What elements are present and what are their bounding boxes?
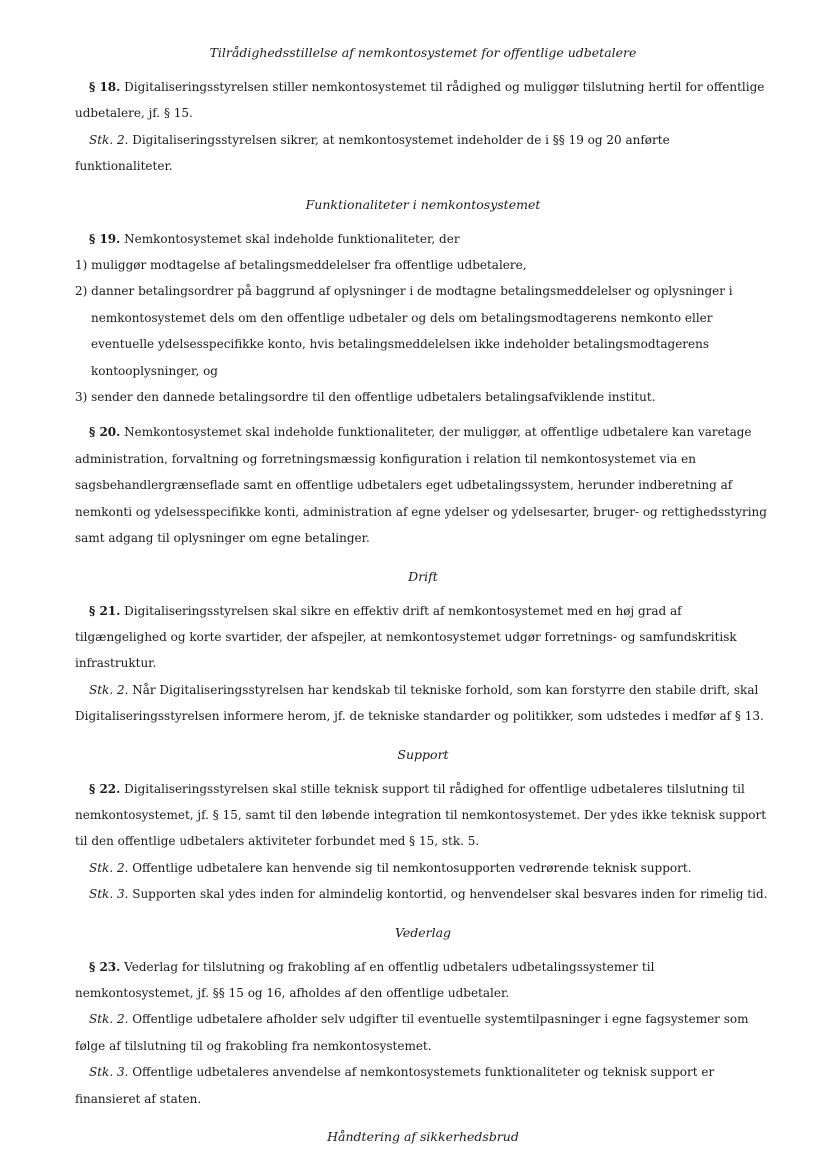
paragraph-text: Nemkontosystemet skal indeholde funktionaliteter, der bbox=[120, 231, 460, 246]
section-heading: Vederlag bbox=[394, 924, 452, 940]
stk-label: Stk. 2. bbox=[89, 1012, 129, 1027]
paragraph-text: Digitaliseringsstyrelsen stiller nemkontosystemet til rådighed og muliggør tilslutning hertil for offentlige udbetalere, jf. § 15. bbox=[75, 80, 765, 121]
list-item: 3) sender den dannede betalingsordre til den offentlige udbetalers betalingsafviklende institut. bbox=[75, 390, 656, 405]
section-heading: Håndtering af sikkerhedsbrud bbox=[327, 1129, 519, 1144]
paragraph-text: Digitaliseringsstyrelsen sikrer, at nemkontosystemet indeholder de i §§ 19 og 20 anførte funktionaliteter. bbox=[75, 132, 670, 174]
paragraph-21-stk-2 bbox=[75, 677, 771, 730]
paragraph-22-stk-2 bbox=[75, 855, 771, 881]
paragraph-22 bbox=[75, 776, 771, 855]
list-item: 1) muliggør modtagelse af betalingsmeddelelser fra offentlige udbetalere, bbox=[75, 258, 527, 273]
paragraph-23 bbox=[75, 954, 771, 1007]
section-heading: Funktionaliteter i nemkontosystemet bbox=[305, 196, 541, 212]
paragraph-text: Offentlige udbetalere kan henvende sig til nemkontosupporten vedrørende teknisk support. bbox=[128, 860, 692, 875]
stk-label: Stk. 3. bbox=[89, 1065, 129, 1080]
paragraph-18 bbox=[75, 74, 771, 127]
paragraph-18-stk-2 bbox=[75, 127, 771, 180]
section-number: § 19. bbox=[89, 231, 121, 246]
paragraph-text: Vederlag for tilslutning og frakobling af en offentlig udbetalers udbetalingssystemer til nemkontosystemet, jf. §§ 15 og 16, afholdes af den offentlige udbetaler. bbox=[75, 959, 655, 1000]
paragraph-text: Offentlige udbetalere afholder selv udgifter til eventuelle systemtilpasninger i egne fagsystemer som følge af tilslutning til og frakobling fra nemkontosystemet. bbox=[75, 1012, 749, 1053]
paragraph-23-stk-2 bbox=[75, 1006, 771, 1059]
section-heading: Support bbox=[397, 746, 449, 762]
paragraph-text: Supporten skal ydes inden for almindelig kontortid, og henvendelser skal besvares inden for rimelig tid. bbox=[128, 887, 768, 902]
paragraph-21 bbox=[75, 598, 771, 677]
section-number: § 20. bbox=[89, 425, 121, 440]
paragraph-19 bbox=[75, 226, 771, 252]
section-heading: Drift bbox=[408, 568, 438, 584]
paragraph-text: Digitaliseringsstyrelsen skal sikre en effektiv drift af nemkontosystemet med en høj grad af tilgængelighed og korte svartider, der afspejler, at nemkontosystemet udgør forretnings- og samfundskritisk infrastruktur. bbox=[75, 603, 737, 671]
paragraph-22-stk-3 bbox=[75, 881, 771, 907]
stk-label: Stk. 2. bbox=[89, 682, 129, 697]
paragraph-text: Når Digitaliseringsstyrelsen har kendskab til tekniske forhold, som kan forstyrre den stabile drift, skal Digitaliseringsstyrelsen informere herom, jf. de tekniske standarder og politikker, som udstedes i medfør af § 13. bbox=[75, 682, 764, 724]
stk-label: Stk. 2. bbox=[89, 132, 129, 147]
section-number: § 22. bbox=[89, 781, 121, 796]
section-number: § 18. bbox=[89, 80, 121, 94]
paragraph-23-stk-3 bbox=[75, 1059, 771, 1112]
section-number: § 23. bbox=[89, 959, 121, 974]
stk-label: Stk. 2. bbox=[89, 860, 129, 875]
paragraph-20 bbox=[75, 419, 771, 551]
paragraph-19-list bbox=[75, 252, 771, 410]
section-heading: Tilrådighedsstillelse af nemkontosystemet for offentlige udbetalere bbox=[209, 45, 637, 60]
stk-label: Stk. 3. bbox=[89, 887, 129, 902]
paragraph-text: Offentlige udbetaleres anvendelse af nemkontosystemets funktionaliteter og teknisk support er finansieret af staten. bbox=[75, 1065, 715, 1106]
paragraph-text: Digitaliseringsstyrelsen skal stille teknisk support til rådighed for offentlige udbetaleres tilslutning til nemkontosystemet, jf. § 15, samt til den løbende integration til nemkontosystemet. Der ydes ikke teknisk support til den offentlige udbetalers aktiviteter forbundet med § 15, stk. 5. bbox=[75, 781, 767, 849]
paragraph-text: Nemkontosystemet skal indeholde funktionaliteter, der muliggør, at offentlige udbetalere kan varetage administration, forvaltning og forretningsmæssig konfiguration i relation til nemkontosystemet via en sagsbehandlergrænseflade samt en offentlige udbetalers eget udbetalingssystem, herunder indberetning af nemkonti og ydelsesspecifikke konti, administration af egne ydelser og ydelsesarter, bruger- og rettighedsstyring samt adgang til oplysninger om egne betalinger. bbox=[75, 425, 767, 546]
list-item: 2) danner betalingsordrer på baggrund af oplysninger i de modtagne betalingsmeddelelser og oplysninger i nemkontosystemet dels om den offentlige udbetaler og dels om betalingsmodtagerens nemkonto eller eventuelle ydelsesspecifikke konto, hvis betalingsmeddelelsen ikke indeholder betalingsmodtagerens kontooplysninger, og bbox=[75, 284, 733, 378]
section-number: § 21. bbox=[89, 603, 121, 618]
